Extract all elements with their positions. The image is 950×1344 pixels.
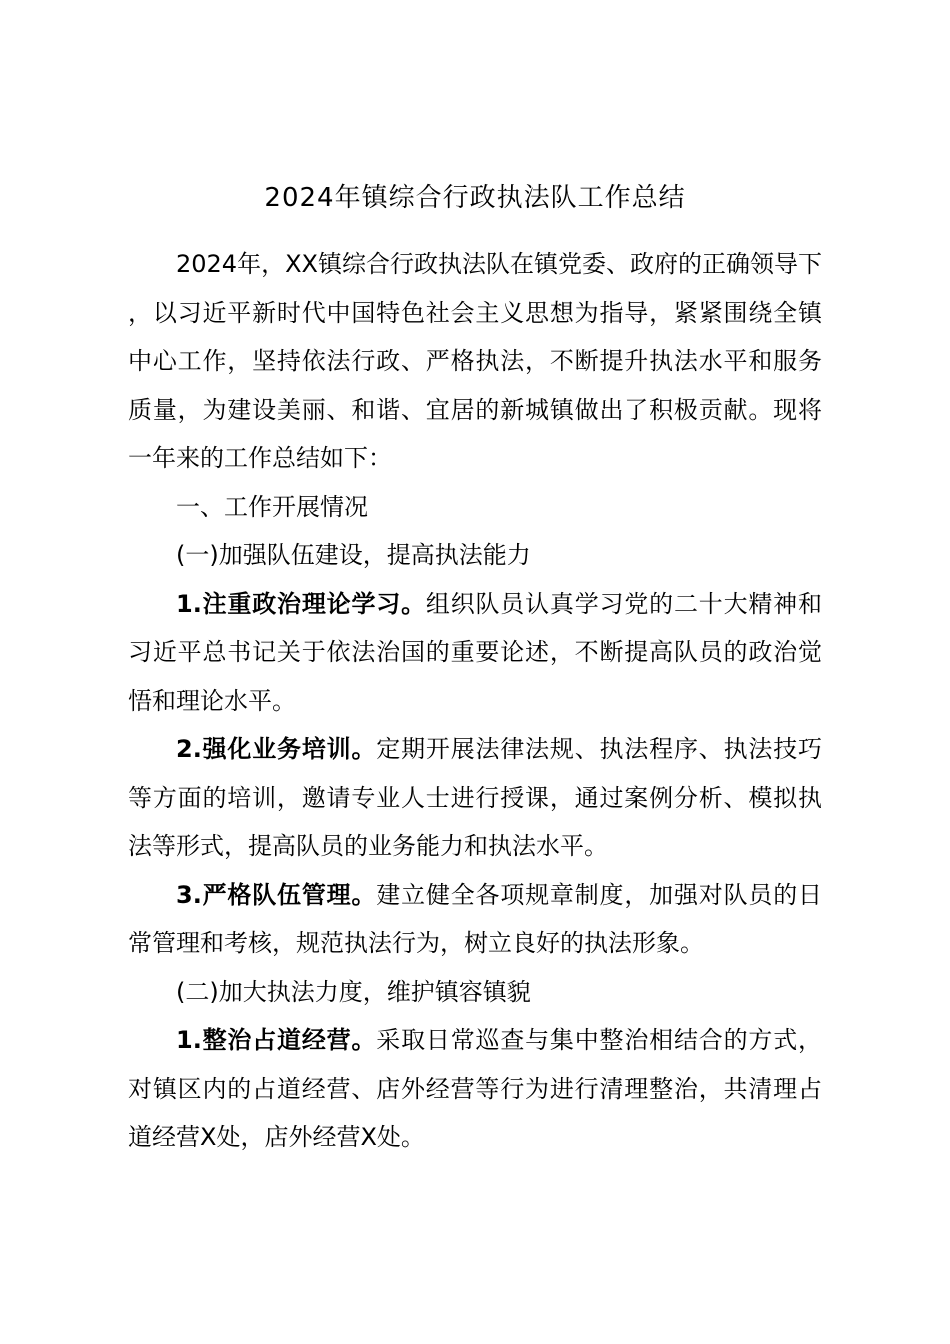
- section-heading-1: 一、工作开展情况: [176, 492, 368, 521]
- intro-paragraph: 2024年，XX镇综合行政执法队在镇党委、政府的正确领导下，以习近平新时代中国特色社会主义思想为指导，紧紧围绕全镇中心工作，坚持依法行政、严格执法，不断提升执法水平和服务质量，为建设美丽、和谐、宜居的新城镇做出了积极贡献。现将一年来的工作总结如下：: [128, 250, 822, 472]
- item-lead: 3.严格队伍管理。: [176, 880, 377, 909]
- document-body: [128, 240, 822, 1162]
- item-text: 组织队员认真学习党的二十大精神和习近平总书记关于依法治国的重要论述，不断提高队员的政治觉悟和理论水平。: [128, 589, 822, 715]
- item-text: 采取日常巡查与集中整治相结合的方式，对镇区内的占道经营、店外经营等行为进行清理整治，共清理占道经营X处，店外经营X处。: [128, 1026, 822, 1151]
- item-lead: 1.整治占道经营。: [176, 1026, 377, 1054]
- item-text: 建立健全各项规章制度，加强对队员的日常管理和考核，规范执法行为，树立良好的执法形象。: [128, 880, 822, 957]
- subsection-heading-1: (一)加强队伍建设，提高执法能力: [176, 541, 531, 569]
- list-item: [128, 871, 822, 968]
- item-lead: 1.注重政治理论学习。: [176, 589, 426, 618]
- list-item: [128, 1016, 822, 1162]
- document-title: 2024年镇综合行政执法队工作总结: [264, 183, 686, 213]
- subsection-heading-2: (二)加大执法力度，维护镇容镇貌: [176, 977, 531, 1006]
- list-item: [128, 580, 822, 726]
- item-text: 定期开展法律法规、执法程序、执法技巧等方面的培训，邀请专业人士进行授课，通过案例分析、模拟执法等形式，提高队员的业务能力和执法水平。: [128, 735, 822, 860]
- list-item: [128, 725, 822, 871]
- item-lead: 2.强化业务培训。: [176, 735, 377, 763]
